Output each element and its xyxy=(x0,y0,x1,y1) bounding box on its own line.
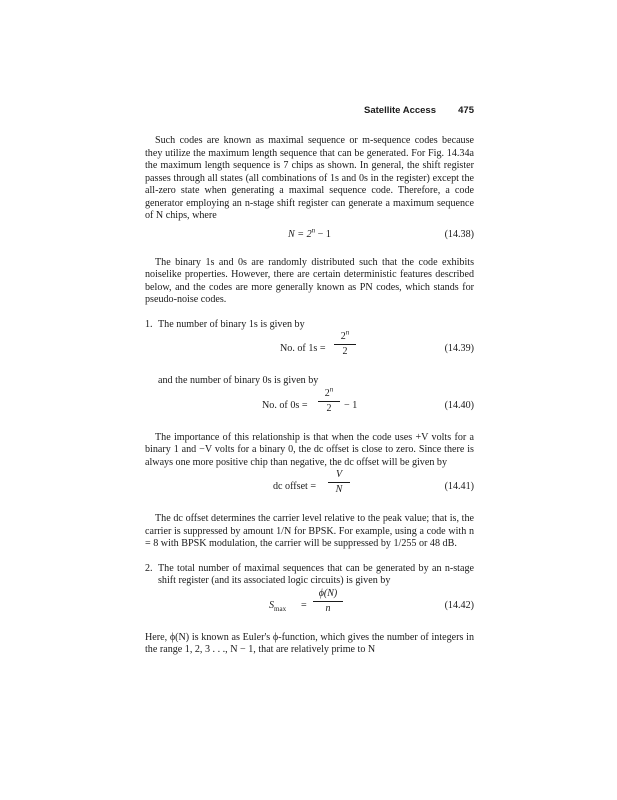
eq5-lhs-sub: max xyxy=(274,604,287,613)
list-marker: 1. xyxy=(145,318,153,330)
running-title: Satellite Access xyxy=(364,105,436,116)
eq1-sup: n xyxy=(311,226,316,235)
eq1-rhs: − 1 xyxy=(315,228,331,240)
paragraph-2: The binary 1s and 0s are randomly distributed such that the code exhibits noiselike properties. However, there are certain deterministic features described below, and the codes are more generally known as PN codes, which stands for pseudo-noise codes. xyxy=(145,256,474,305)
eq2-fraction xyxy=(334,328,356,358)
equation-number: (14.38) xyxy=(444,228,474,240)
eq2-numerator: 2 xyxy=(340,331,346,342)
eq2-lhs: No. of 1s = xyxy=(280,343,326,354)
list-item-2-text: The total number of maximal sequences that can be generated by an n-stage shift register (and its associated logic circuits) is given by xyxy=(158,562,474,586)
list-item-2 xyxy=(145,563,474,588)
eq5-numerator: ϕ(N) xyxy=(318,587,338,599)
eq5-equals: = xyxy=(301,599,307,611)
eq5-fraction xyxy=(313,588,343,615)
eq4-numerator: V xyxy=(335,469,343,480)
eq2-denominator: 2 xyxy=(342,346,348,357)
eq2-numerator-sup: n xyxy=(345,328,350,337)
eq3-numerator-sup: n xyxy=(329,385,334,394)
eq5-lhs: S xyxy=(269,599,275,611)
list-marker: 2. xyxy=(145,562,153,574)
paragraph-3: The importance of this relationship is that when the code uses +V volts for a binary 1 and −V volts for a binary 0, the dc offset is close to zero. Since there is always one more positive chip than negative, the dc offset will be given by xyxy=(145,431,474,468)
eq4-denominator: N xyxy=(335,484,343,495)
equation-number: (14.42) xyxy=(444,599,474,611)
equation-14-41 xyxy=(145,469,474,505)
list-item-1 xyxy=(145,319,474,332)
equation-14-39 xyxy=(145,328,474,367)
equation-14-40 xyxy=(145,385,474,424)
equation-number: (14.41) xyxy=(444,481,474,492)
paragraph-5: Here, ϕ(N) is known as Euler's ϕ-function, which gives the number of integers in the range 1, 2, 3 . . ., N − 1, that are relatively prime to N xyxy=(145,631,474,655)
page-number: 475 xyxy=(458,105,474,116)
eq4-fraction xyxy=(328,469,350,496)
eq5-denominator: n xyxy=(325,602,331,614)
list-item-1-text: The number of binary 1s is given by xyxy=(158,318,305,330)
eq3-numerator: 2 xyxy=(324,387,330,399)
eq3-rhs: − 1 xyxy=(344,399,358,411)
eq3-fraction xyxy=(318,385,340,415)
body-text xyxy=(145,135,474,657)
paragraph-4: The dc offset determines the carrier level relative to the peak value; that is, the carrier is suppressed by amount 1/N for BPSK. For example, using a code with n = 8 with BPSK modulation, the carrier will be suppressed by 1/255 or 48 dB. xyxy=(145,513,474,549)
page-header xyxy=(145,105,474,119)
eq3-denominator: 2 xyxy=(326,402,332,414)
eq4-lhs: dc offset = xyxy=(273,481,317,492)
equation-number: (14.39) xyxy=(444,343,474,354)
paragraph-1: Such codes are known as maximal sequence or m-sequence codes because they utilize the maximum length sequence that can be generated. For Fig. 14.34a the maximum length sequence is 7 chips as shown. In general, the shift register passes through all states (all combinations of 1s and 0s in the register) except the all-zero state when generating a maximal sequence code. Therefore, a code generator employing an n-stage shift register can generate a maximum sequence of N chips, where xyxy=(145,135,474,221)
eq1-lhs: N = 2 xyxy=(288,228,312,240)
list-item-1-continuation: and the number of binary 0s is given by xyxy=(158,375,319,386)
equation-14-42 xyxy=(145,588,474,624)
equation-14-38 xyxy=(145,223,474,249)
equation-number: (14.40) xyxy=(444,399,474,411)
eq3-lhs: No. of 0s = xyxy=(262,399,308,411)
